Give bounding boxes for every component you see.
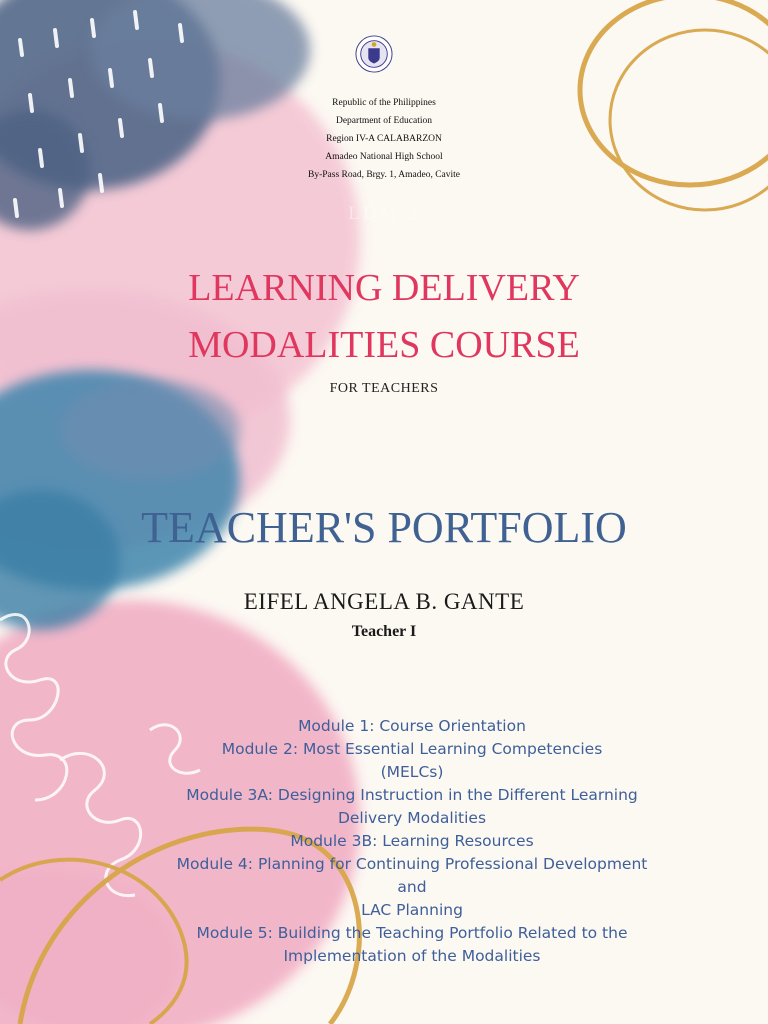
header-line-region: Region IV-A CALABARZON: [326, 134, 442, 144]
header-line-school: Amadeo National High School: [325, 152, 443, 162]
header-line-country: Republic of the Philippines: [332, 98, 436, 108]
module-line: (MELCs): [380, 763, 444, 781]
module-line: Module 3A: Designing Instruction in the Different Learning: [186, 786, 638, 804]
module-line: Module 4: Planning for Continuing Professional Development: [176, 855, 648, 873]
course-subtitle: FOR TEACHERS: [329, 381, 439, 396]
school-header: [234, 94, 534, 184]
deped-seal-logo: [355, 35, 393, 73]
teacher-position: Teacher I: [351, 623, 417, 640]
module-line: Module 3B: Learning Resources: [290, 832, 534, 850]
module-line: Module 1: Course Orientation: [298, 717, 526, 735]
course-title: [84, 260, 684, 374]
module-line: Module 2: Most Essential Learning Competencies: [221, 740, 603, 758]
module-line: Delivery Modalities: [337, 809, 487, 827]
portfolio-title: TEACHER'S PORTFOLIO: [141, 503, 627, 552]
header-line-department: Department of Education: [335, 116, 433, 126]
module-line: and: [397, 878, 427, 896]
faint-ldm-label: LDM 2: [348, 203, 420, 224]
teacher-name: EIFEL ANGELA B. GANTE: [243, 589, 525, 614]
course-title-line-1: LEARNING DELIVERY: [188, 267, 580, 309]
module-line: Implementation of the Modalities: [283, 947, 541, 965]
header-line-address: By-Pass Road, Brgy. 1, Amadeo, Cavite: [308, 170, 460, 180]
module-list: [160, 715, 664, 968]
module-line: LAC Planning: [361, 901, 463, 919]
course-title-line-2: MODALITIES COURSE: [188, 324, 580, 366]
module-line: Module 5: Building the Teaching Portfolio Related to the: [196, 924, 628, 942]
